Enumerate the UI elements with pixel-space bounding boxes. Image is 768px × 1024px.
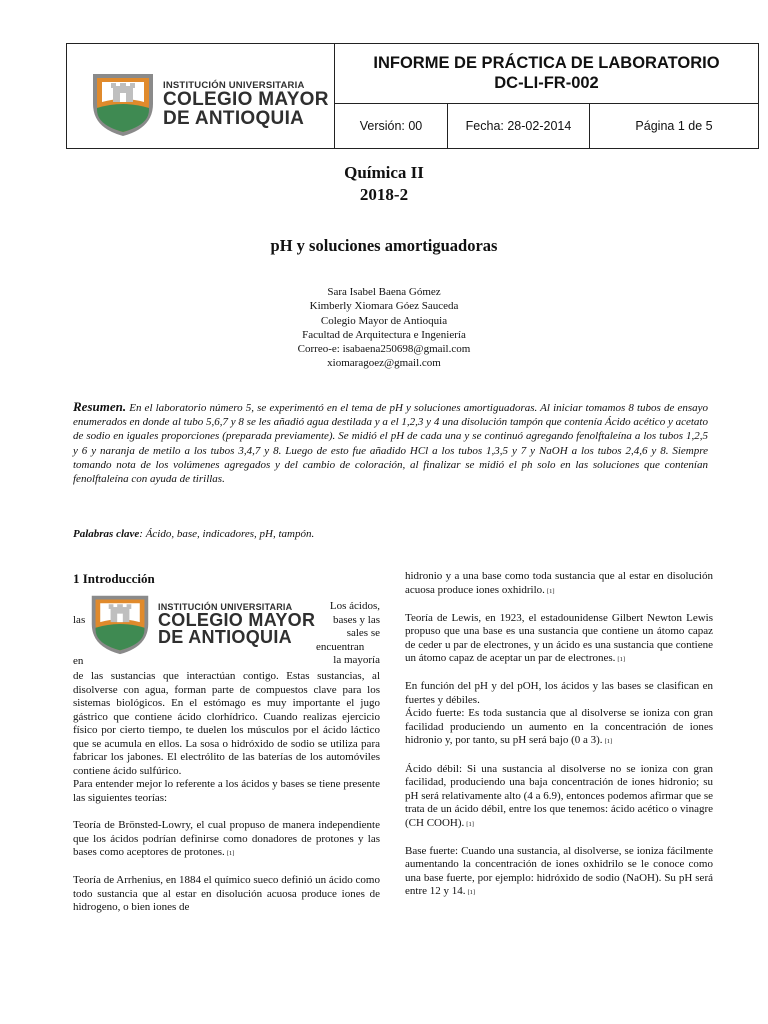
section-heading-intro: 1 Introducción — [73, 571, 155, 586]
logo-line-3: DE ANTIOQUIA — [163, 107, 305, 129]
version-cell: Versión: 00 — [335, 104, 448, 148]
report-title-line-1: INFORME DE PRÁCTICA DE LABORATORIO — [373, 54, 720, 72]
wrap-line: las — [73, 614, 86, 626]
wrap-line: Los ácidos, — [329, 600, 380, 612]
faculty: Facultad de Arquitectura e Ingeniería — [302, 328, 466, 341]
subject-title: Química II — [344, 163, 424, 182]
citation: [1] — [546, 587, 555, 595]
citation: [1] — [466, 820, 474, 828]
inline-logo-line-3: DE ANTIOQUIA — [158, 627, 292, 647]
abstract — [73, 400, 708, 486]
date-cell: Fecha: 28-02-2014 — [448, 104, 590, 148]
inline-logo-line-2: COLEGIO MAYOR — [158, 609, 316, 630]
paper-title: pH y soluciones amortiguadoras — [270, 236, 498, 255]
header-meta — [335, 104, 758, 148]
lewis-paragraph: Teoría de Lewis, en 1923, el estadounidense Gilbert Newton Lewis propuso que una base es una sustancia que contiene un átomo capaz de ceder u par de electrones, y un ácido es una sustancia que contiene un átomo capaz de aceptar un par de electrones. — [405, 611, 713, 665]
shield-icon — [89, 70, 157, 138]
wrap-line: bases y las — [332, 613, 380, 626]
strong-base-paragraph: Base fuerte: Cuando una sustancia, al disolverse, se ioniza fácilmente aumentando la concentración de iones oxhidrilo se le conoce como una base fuerte, por ejemplo: hidróxido de sodio (NaOH). Su pH será entre 12 y 14. — [405, 844, 713, 898]
intro-paragraph: de las sustancias que interactúan contigo. Estas sustancias, al disolverse con agua, forman parte de compuestos clave para los sistemas biológicos. En el estómago es muy importante el jugo gástrico que contiene ácido clorhídrico. Cuando realizas ejercicio físico por cierto tiempo, te duelen los músculos por el ácido láctico que se acumula en ellos. La sosa o hidróxido de sodio se utiliza para fabricar los jabones. El electrólito de las baterías de los automóviles contiene ácido sulfúrico. — [73, 670, 380, 777]
logo-line-2: COLEGIO MAYOR — [163, 89, 329, 111]
arrhenius-paragraph: Teoría de Arrhenius, en 1884 el químico sueco definió un ácido como todo sustancia que al estar en disolución acuosa produce iones de hidrogeno, o bien iones de — [73, 874, 380, 914]
email-1: Correo-e: isabaena250698@gmail.com — [297, 343, 471, 356]
term-title: 2018-2 — [359, 185, 409, 204]
strong-acid-paragraph: Ácido fuerte: Es toda sustancia que al disolverse se ioniza con gran facilidad produciendo un aumento en la concentración de iones hidronio y, por tanto, su pH será bajo (0 a 3). — [405, 707, 713, 747]
abstract-lead: Resumen. — [73, 399, 127, 414]
citation: [1] — [226, 850, 235, 858]
classification-paragraph: En función del pH y del pOH, los ácidos y las bases se clasifican en fuertes y débiles. — [405, 680, 713, 706]
theories-intro: Para entender mejor lo referente a los ácidos y bases se tiene presente las siguientes teorías: — [73, 778, 380, 804]
weak-acid-paragraph: Ácido débil: Si una sustancia al disolverse no se ioniza con gran facilidad, produciendo una baja concentración de iones hidronio; su pH será relativamente alto (4 a 6.9), entonces podemos afirmar que se trata de un ácido débil, entre los que tenemos: ácido acético o vinagre (CH COOH). — [405, 762, 713, 829]
citation: [1] — [604, 738, 613, 746]
report-title — [335, 44, 758, 104]
bronsted-lowry-paragraph: Teoría de Brönsted-Lowry, el cual propuso de manera independiente que los ácidos podrían definirse como donadores de protones y las bases como aceptores de protones. — [73, 818, 380, 859]
shield-icon — [88, 592, 152, 656]
email-2: xiomaragoez@gmail.com — [327, 357, 441, 370]
wrap-line: encuentran — [316, 640, 365, 653]
header-logo-cell — [67, 44, 335, 148]
abstract-text: En el laboratorio número 5, se experimentó en el tema de pH y soluciones amortiguadoras. Al iniciar tomamos 8 tubos de ensayo enumerados en donde al tubo 5,6,7 y 8 se les añadió agua destilada y a el 1,2,3 y 4 una disolución tampón que contenía Ácido acético y acetato de sodio en iguales proporciones (preparada previamente). Se midió el pH de cada una y se continuó agregando fenolftaleína a los tubos 1,2,5 y 6 y naranja de metilo a los tubos 3,4,7 y 8. Luego de esto fue añadido HCl a los tubos 1,3,5 y 7 y NaOH a los tubos 2,4,6 y 8. Siempre tomando nota de los volúmenes agregados y del cambio de coloración, al finalizar se midió el ph solo en las soluciones que contenían fenolftaleína con ayuda de tirillas. — [73, 402, 709, 486]
affiliation: Colegio Mayor de Antioquia — [320, 314, 448, 327]
arrhenius-continuation: hidronio y a una base como toda sustancia que al estar en disolución acuosa produce iones oxhidrilo. — [405, 570, 713, 596]
wrap-line: en — [73, 655, 84, 667]
inline-logo-image — [88, 592, 315, 656]
wrap-line: sales se — [346, 627, 380, 640]
author-block — [0, 285, 768, 371]
page-number-cell: Página 1 de 5 — [635, 119, 713, 133]
institution-logo — [89, 70, 329, 138]
author-2: Kimberly Xiomara Góez Sauceda — [309, 300, 459, 313]
wrap-line: la mayoría — [333, 654, 380, 667]
keywords — [73, 528, 314, 540]
keywords-text: : Ácido, base, indicadores, pH, tampón. — [139, 528, 315, 540]
keywords-label: Palabras clave — [73, 528, 140, 540]
citation: [1] — [467, 889, 476, 897]
document-header — [66, 43, 759, 149]
logo-wordmark — [163, 80, 329, 127]
column-right — [405, 570, 713, 913]
wrap-text-right — [316, 600, 380, 668]
inline-logo-wordmark — [158, 602, 315, 646]
inline-logo-line-1: INSTITUCIÓN UNIVERSITARIA — [158, 601, 293, 612]
citation: [1] — [617, 656, 626, 664]
author-1: Sara Isabel Baena Gómez — [327, 286, 441, 298]
column-left — [73, 670, 380, 928]
report-code: DC-LI-FR-002 — [494, 74, 599, 92]
logo-line-1: INSTITUCIÓN UNIVERSITARIA — [163, 80, 305, 92]
